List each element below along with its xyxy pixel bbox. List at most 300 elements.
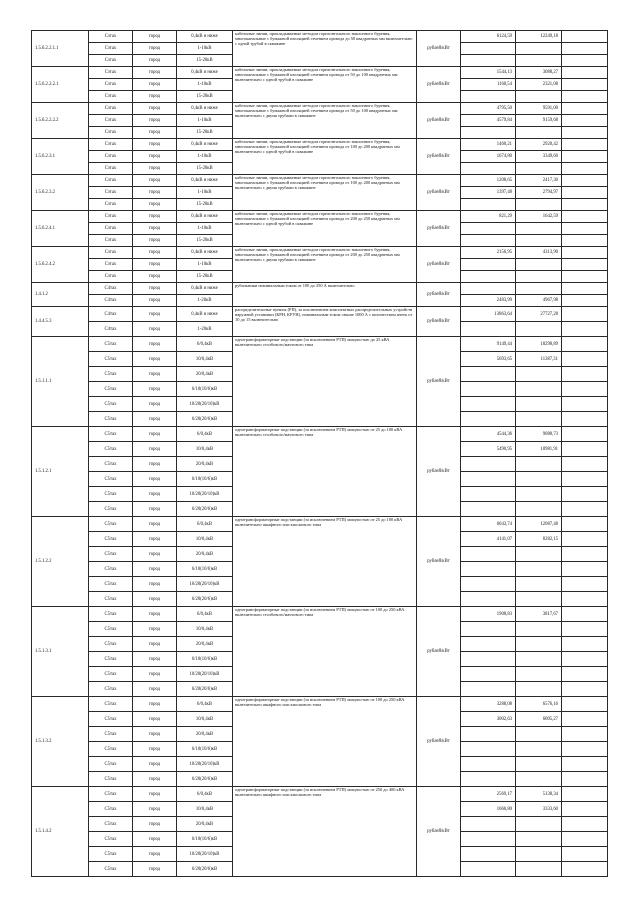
rate-value-cell: 6043,74 [461,517,516,532]
empty-cell [562,223,608,235]
territory-cell: город [133,31,177,43]
rate-value-cell: 821,29 [461,211,516,223]
empty-cell [562,562,608,577]
row-code-cell: 1.4.1.2 [32,283,89,307]
territory-cell: город [133,91,177,103]
rate-value-vat-cell [516,223,562,235]
unit-cell: рублей/кВт [417,787,461,877]
rate-value-cell: 4544,36 [461,427,516,442]
rate-value-cell [461,235,516,247]
empty-cell [562,442,608,457]
description-cell: однотрансформаторные подстанции (за исключением РТП) мощностью от 25 до 100 кВА включительно шкафного или киоскового типа [233,517,417,607]
empty-cell [562,757,608,772]
rate-symbol-cell: Сзтах [89,115,133,127]
unit-cell: рублей/кВт [417,139,461,175]
row-code-cell: 1.5.6.2.4.1 [32,211,89,247]
rate-value-cell [461,547,516,562]
voltage-cell: 20/0,4кВ [177,727,233,742]
empty-cell [562,532,608,547]
rate-value-cell [461,637,516,652]
rate-value-vat-cell: 3333,60 [516,802,562,817]
rate-value-vat-cell: 2794,97 [516,187,562,199]
territory-cell: город [133,271,177,283]
description-cell: однотрансформаторные подстанции (за исключением РТП) мощностью от 250 до 400 кВА включительно шкафного или киоскового типа [233,787,417,877]
rate-value-vat-cell [516,502,562,517]
territory-cell: город [133,175,177,187]
description-cell: кабельные линии, прокладываемые методом горизонтального наклонного бурения, многоканальные с бумажной изоляцией сечением провода от 50 до 100 квадратных мм включительно с одной трубой в скважине [233,67,417,103]
rate-symbol-cell: С5тах [89,817,133,832]
rate-value-cell [461,283,516,295]
territory-cell: город [133,103,177,115]
empty-cell [562,91,608,103]
rate-value-cell [461,163,516,175]
description-cell: кабельные линии, прокладываемые методом горизонтального наклонного бурения, многоканальные с бумажной изоляцией сечением провода от 50 до 100 квадратных мм включительно с двумя трубами в скважине [233,103,417,139]
rate-symbol-cell: С5тах [89,832,133,847]
table-row [32,211,608,223]
unit-cell: рублей/кВт [417,607,461,697]
rate-symbol-cell: С5тах [89,397,133,412]
rate-value-vat-cell [516,832,562,847]
empty-cell [562,199,608,211]
table-row [32,31,608,43]
rate-value-cell [461,832,516,847]
rate-symbol-cell: Сзтах [89,139,133,151]
voltage-cell: 6/20(20/6)кВ [177,772,233,787]
rate-value-cell [461,322,516,337]
table-row [32,517,608,532]
voltage-cell: 10/0,4кВ [177,712,233,727]
voltage-cell: 6/20(20/6)кВ [177,412,233,427]
row-code-cell: 1.5.6.2.3.2 [32,175,89,211]
rate-value-vat-cell: 5138,34 [516,787,562,802]
empty-cell [562,862,608,877]
description-cell: рубильники номинальным током от 100 до 250 А включительно [233,283,417,307]
rate-value-cell [461,487,516,502]
empty-cell [562,382,608,397]
rate-value-vat-cell [516,472,562,487]
unit-cell: рублей/кВт [417,697,461,787]
empty-cell [562,712,608,727]
empty-cell [562,457,608,472]
rate-symbol-cell: С5тах [89,487,133,502]
empty-cell [562,163,608,175]
rate-value-vat-cell [516,757,562,772]
description-cell: кабельные линии, прокладываемые методом горизонтального наклонного бурения, многоканальные с бумажной изоляцией сечением провода от 100 до 200 квадратных мм включительно с двумя трубами в скважине [233,175,417,211]
territory-cell: город [133,397,177,412]
voltage-cell: 20/0,4кВ [177,457,233,472]
unit-cell: рублей/кВт [417,211,461,247]
rate-value-cell: 1397,48 [461,187,516,199]
empty-cell [562,397,608,412]
voltage-cell: 10/20(20/10)кВ [177,667,233,682]
rate-value-vat-cell [516,163,562,175]
rate-symbol-cell: Сзтах [89,79,133,91]
empty-cell [562,802,608,817]
rate-value-cell: 3288,08 [461,697,516,712]
voltage-cell: 6/10(10/6)кВ [177,472,233,487]
voltage-cell: 0,4кВ и ниже [177,67,233,79]
voltage-cell: 6/0,4кВ [177,337,233,352]
territory-cell: город [133,517,177,532]
rate-value-vat-cell [516,367,562,382]
unit-cell: рублей/кВт [417,67,461,103]
rate-symbol-cell: С5тах [89,592,133,607]
rate-value-cell [461,622,516,637]
voltage-cell: 10/20(20/10)кВ [177,847,233,862]
rate-value-vat-cell: 9088,73 [516,427,562,442]
rate-value-cell [461,199,516,211]
empty-cell [562,622,608,637]
voltage-cell: 6/0,4кВ [177,697,233,712]
empty-cell [562,115,608,127]
table-row [32,283,608,295]
territory-cell: город [133,712,177,727]
voltage-cell: 20/0,4кВ [177,817,233,832]
rate-value-vat-cell: 27727,28 [516,307,562,322]
rate-value-vat-cell [516,562,562,577]
voltage-cell: 20/0,4кВ [177,367,233,382]
territory-cell: город [133,697,177,712]
table-row [32,139,608,151]
territory-cell: город [133,223,177,235]
row-code-cell: 1.5.6.2.3.1 [32,139,89,175]
rate-value-vat-cell [516,727,562,742]
rate-value-vat-cell: 6005,27 [516,712,562,727]
rate-value-vat-cell [516,457,562,472]
empty-cell [562,271,608,283]
voltage-cell: 10/20(20/10)кВ [177,757,233,772]
voltage-cell: 10/20(20/10)кВ [177,397,233,412]
rate-symbol-cell: С5тах [89,802,133,817]
description-cell: распределительные пункты (РП), за исключением комплектных распределительных устройств наружной установки (КРН, КРУН), номинальным током свыше 1000 А с количеством ячеек от 10 до 15 включительно [233,307,417,337]
territory-cell: город [133,427,177,442]
rate-symbol-cell: Сзтах [89,259,133,271]
territory-cell: город [133,757,177,772]
empty-cell [562,682,608,697]
territory-cell: город [133,247,177,259]
voltage-cell: 15-20кВ [177,235,233,247]
territory-cell: город [133,187,177,199]
rate-value-cell: 1160,54 [461,79,516,91]
table-row [32,697,608,712]
rate-value-cell [461,457,516,472]
rate-value-cell [461,727,516,742]
empty-cell [562,175,608,187]
rate-symbol-cell: С5тах [89,757,133,772]
unit-cell: рублей/кВт [417,175,461,211]
voltage-cell: 20/0,4кВ [177,637,233,652]
rate-symbol-cell: С5тах [89,412,133,427]
voltage-cell: 1-10кВ [177,151,233,163]
voltage-cell: 1-20кВ [177,322,233,337]
rate-value-cell [461,847,516,862]
rate-value-vat-cell [516,199,562,211]
rate-symbol-cell: С5тах [89,502,133,517]
empty-cell [562,547,608,562]
rate-value-cell: 1544,13 [461,67,516,79]
rate-value-cell [461,682,516,697]
territory-cell: город [133,592,177,607]
empty-cell [562,127,608,139]
rate-symbol-cell: С5тах [89,532,133,547]
unit-cell: рублей/кВт [417,283,461,307]
voltage-cell: 1-10кВ [177,79,233,91]
voltage-cell: 15-20кВ [177,127,233,139]
empty-cell [562,772,608,787]
rate-value-cell: 4579,84 [461,115,516,127]
empty-cell [562,697,608,712]
rate-symbol-cell: С5тах [89,772,133,787]
rate-value-cell: 1908,83 [461,607,516,622]
rate-symbol-cell: С5тах [89,622,133,637]
voltage-cell: 0,4кВ и ниже [177,211,233,223]
territory-cell: город [133,562,177,577]
rate-value-vat-cell [516,259,562,271]
territory-cell: город [133,295,177,307]
rate-symbol-cell: С5тах [89,352,133,367]
territory-cell: город [133,802,177,817]
empty-cell [562,55,608,67]
rate-value-vat-cell: 8282,15 [516,532,562,547]
tariff-table-body [32,31,608,877]
description-cell: кабельные линии, прокладываемые методом горизонтального наклонного бурения, многоканальные с бумажной изоляцией сечением провода от 100 до 200 квадратных мм включительно с одной трубой в скважине [233,139,417,175]
territory-cell: город [133,151,177,163]
rate-value-vat-cell [516,742,562,757]
empty-cell [562,352,608,367]
rate-value-cell: 4795,50 [461,103,516,115]
table-row [32,337,608,352]
voltage-cell: 1-20кВ [177,295,233,307]
territory-cell: город [133,211,177,223]
territory-cell: город [133,742,177,757]
voltage-cell: 15-20кВ [177,91,233,103]
rate-symbol-cell: Сзтах [89,187,133,199]
rate-value-cell [461,772,516,787]
rate-value-vat-cell: 9591,00 [516,103,562,115]
rate-symbol-cell: Сзтах [89,55,133,67]
table-row [32,787,608,802]
territory-cell: город [133,283,177,295]
voltage-cell: 6/10(10/6)кВ [177,832,233,847]
table-row [32,427,608,442]
rate-value-cell [461,397,516,412]
voltage-cell: 15-20кВ [177,163,233,175]
table-row [32,607,608,622]
voltage-cell: 0,4кВ и ниже [177,31,233,43]
rate-symbol-cell: Сзтах [89,151,133,163]
rate-symbol-cell: С5тах [89,607,133,622]
territory-cell: город [133,367,177,382]
rate-value-vat-cell: 2920,42 [516,139,562,151]
voltage-cell: 15-20кВ [177,199,233,211]
empty-cell [562,517,608,532]
voltage-cell: 6/20(20/6)кВ [177,682,233,697]
rate-symbol-cell: С5тах [89,382,133,397]
voltage-cell: 0,4кВ и ниже [177,139,233,151]
empty-cell [562,607,608,622]
voltage-cell: 15-20кВ [177,55,233,67]
description-cell: однотрансформаторные подстанции (за исключением РТП) мощностью от 100 до 250 кВА включительно шкафного или киоскового типа [233,697,417,787]
territory-cell: город [133,115,177,127]
territory-cell: город [133,412,177,427]
empty-cell [562,592,608,607]
rate-value-vat-cell [516,91,562,103]
territory-cell: город [133,622,177,637]
rate-value-vat-cell [516,592,562,607]
rate-value-cell [461,259,516,271]
rate-symbol-cell: Сзтах [89,31,133,43]
rate-symbol-cell: С4тах [89,307,133,322]
empty-cell [562,322,608,337]
rate-value-vat-cell [516,271,562,283]
rate-symbol-cell: С5тах [89,697,133,712]
rate-value-cell [461,667,516,682]
rate-symbol-cell: С5тах [89,562,133,577]
table-row [32,247,608,259]
rate-value-cell [461,127,516,139]
voltage-cell: 1-10кВ [177,115,233,127]
rate-symbol-cell: С5тах [89,652,133,667]
rate-value-vat-cell [516,235,562,247]
rate-value-vat-cell [516,43,562,55]
rate-value-vat-cell [516,412,562,427]
empty-cell [562,427,608,442]
rate-value-cell [461,55,516,67]
rate-value-vat-cell [516,682,562,697]
voltage-cell: 10/0,4кВ [177,442,233,457]
row-code-cell: 1.5.1.3.2 [32,697,89,787]
rate-value-cell [461,382,516,397]
description-cell: однотрансформаторные подстанции (за исключением РТП) мощностью от 100 до 250 кВА включительно столбового/мачтового типа [233,607,417,697]
rate-value-cell [461,367,516,382]
territory-cell: город [133,607,177,622]
rate-value-cell [461,271,516,283]
rate-value-vat-cell [516,577,562,592]
table-row [32,175,608,187]
rate-symbol-cell: Сзтах [89,67,133,79]
voltage-cell: 6/10(10/6)кВ [177,742,233,757]
rate-value-vat-cell: 18298,89 [516,337,562,352]
rate-symbol-cell: С5тах [89,517,133,532]
rate-symbol-cell: Сзтах [89,235,133,247]
empty-cell [562,307,608,322]
empty-cell [562,103,608,115]
empty-cell [562,652,608,667]
voltage-cell: 6/0,4кВ [177,787,233,802]
territory-cell: город [133,259,177,271]
territory-cell: город [133,127,177,139]
rate-symbol-cell: С5тах [89,742,133,757]
unit-cell: рублей/кВт [417,427,461,517]
territory-cell: город [133,352,177,367]
rate-value-vat-cell [516,652,562,667]
voltage-cell: 6/0,4кВ [177,607,233,622]
voltage-cell: 0,4кВ и ниже [177,103,233,115]
rate-value-cell [461,577,516,592]
voltage-cell: 10/0,4кВ [177,802,233,817]
description-cell: однотрансформаторные подстанции (за исключением РТП) мощностью от 25 до 100 кВА включительно столбового/мачтового типа [233,427,417,517]
rate-value-vat-cell [516,772,562,787]
territory-cell: город [133,682,177,697]
rate-symbol-cell: С5тах [89,787,133,802]
rate-value-vat-cell: 1642,59 [516,211,562,223]
rate-value-cell [461,502,516,517]
rate-symbol-cell: С4тах [89,322,133,337]
rate-symbol-cell: С4тах [89,283,133,295]
description-cell: кабельные линии, прокладываемые методом горизонтального наклонного бурения, многоканальные с бумажной изоляцией сечением провода до 50 квадратных мм включительно с одной трубой в скважине [233,31,417,67]
rate-value-vat-cell [516,322,562,337]
unit-cell: рублей/кВт [417,31,461,67]
rate-value-cell [461,742,516,757]
voltage-cell: 6/10(10/6)кВ [177,382,233,397]
rate-value-vat-cell [516,817,562,832]
rate-symbol-cell: С5тах [89,862,133,877]
rate-value-cell: 1674,80 [461,151,516,163]
empty-cell [562,43,608,55]
empty-cell [562,367,608,382]
rate-value-cell: 9149,44 [461,337,516,352]
voltage-cell: 0,4кВ и ниже [177,175,233,187]
empty-cell [562,295,608,307]
row-code-cell: 1.5.6.2.4.2 [32,247,89,283]
rate-value-vat-cell: 3088,27 [516,67,562,79]
territory-cell: город [133,139,177,151]
rate-symbol-cell: Сзтах [89,271,133,283]
rate-value-vat-cell [516,487,562,502]
empty-cell [562,283,608,295]
rate-symbol-cell: Сзтах [89,91,133,103]
rate-symbol-cell: Сзтах [89,247,133,259]
territory-cell: город [133,382,177,397]
empty-cell [562,742,608,757]
unit-cell: рублей/кВт [417,337,461,427]
rate-value-vat-cell [516,862,562,877]
rate-symbol-cell: С5тах [89,667,133,682]
empty-cell [562,817,608,832]
rate-value-cell: 1208,65 [461,175,516,187]
row-code-cell: 1.5.1.2.2 [32,517,89,607]
row-code-cell: 1.5.6.2.2.2.1 [32,67,89,103]
row-code-cell: 1.5.6.2.2.2.2 [32,103,89,139]
rate-symbol-cell: С5тах [89,727,133,742]
voltage-cell: 10/0,4кВ [177,352,233,367]
table-row [32,103,608,115]
voltage-cell: 6/20(20/6)кВ [177,502,233,517]
territory-cell: город [133,337,177,352]
territory-cell: город [133,667,177,682]
voltage-cell: 10/0,4кВ [177,622,233,637]
rate-symbol-cell: Сзтах [89,103,133,115]
description-cell: кабельные линии, прокладываемые методом горизонтального наклонного бурения, многоканальные с бумажной изоляцией сечением провода от 200 до 250 квадратных мм включительно с одной трубой в скважине [233,211,417,247]
rate-symbol-cell: С5тах [89,427,133,442]
rate-value-cell: 4141,07 [461,532,516,547]
rate-symbol-cell: С5тах [89,547,133,562]
rate-value-cell [461,223,516,235]
rate-symbol-cell: Сзтах [89,211,133,223]
territory-cell: город [133,79,177,91]
voltage-cell: 6/0,4кВ [177,517,233,532]
territory-cell: город [133,727,177,742]
empty-cell [562,787,608,802]
territory-cell: город [133,457,177,472]
rate-value-cell [461,592,516,607]
empty-cell [562,847,608,862]
rate-symbol-cell: С5тах [89,457,133,472]
territory-cell: город [133,307,177,322]
empty-cell [562,151,608,163]
territory-cell: город [133,199,177,211]
voltage-cell: 1-10кВ [177,259,233,271]
